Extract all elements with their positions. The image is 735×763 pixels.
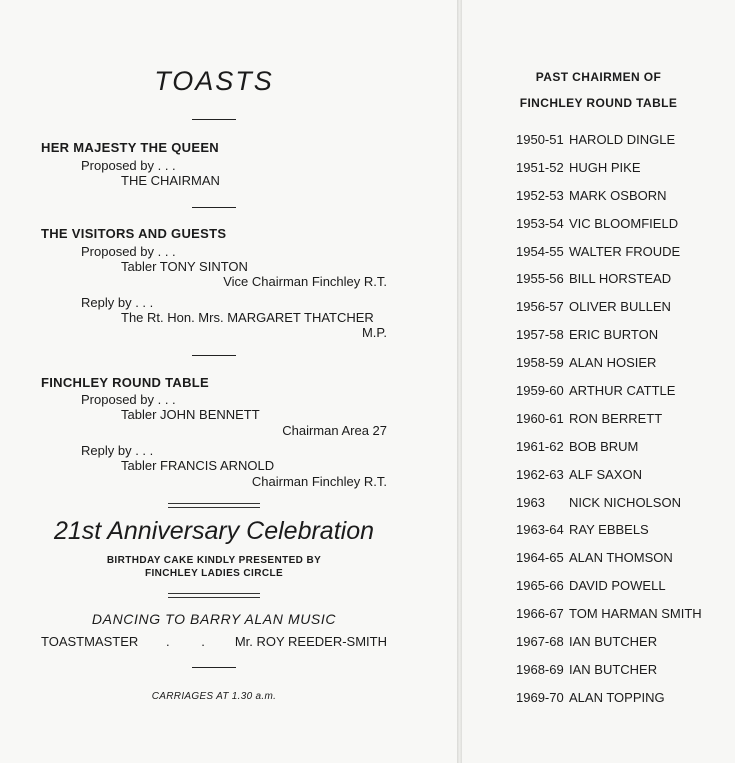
list-item [516,634,702,662]
proposer-role: Chairman Area 27 [282,423,387,438]
proposer-name: Tabler JOHN BENNETT [121,407,260,422]
list-item [516,160,702,188]
right-panel [462,0,735,763]
chairman-year: 1952-53 [516,187,564,203]
chairman-year: 1950-51 [516,132,564,147]
chairman-year: 1969-70 [516,689,564,705]
proposer-name: Tabler TONY SINTON [121,259,248,274]
chairman-name: ARTHUR CATTLE [569,383,676,399]
toast-heading-queen: HER MAJESTY THE QUEEN [41,140,219,155]
toastmaster-dots: . . [166,634,219,649]
chairman-year: 1963 [516,494,545,510]
double-divider [168,593,260,598]
chairman-year: 1958-59 [516,355,564,371]
past-chairmen-heading-1: PAST CHAIRMEN OF [535,70,662,84]
list-item [516,439,702,467]
reply-by-label: Reply by . . . [81,443,154,458]
list-item [516,355,702,383]
chairman-year: 1953-54 [516,215,564,231]
list-item [516,662,702,690]
chairman-name: ALAN THOMSON [569,550,673,566]
chairmen-list [516,132,702,718]
list-item [516,522,702,550]
cake-line-1: BIRTHDAY CAKE KINDLY PRESENTED BY [106,555,322,566]
chairman-name: DAVID POWELL [569,578,666,594]
toastmaster-name: Mr. ROY REEDER-SMITH [234,634,387,649]
chairman-name: ALF SAXON [569,466,642,482]
list-item [516,550,702,578]
replier-role: Chairman Finchley R.T. [251,474,387,489]
toast-heading-visitors: THE VISITORS AND GUESTS [41,226,227,241]
list-item [516,606,702,634]
chairman-year: 1956-57 [516,299,564,315]
cake-line-2: FINCHLEY LADIES CIRCLE [144,568,284,579]
chairman-year: 1962-63 [516,466,564,482]
list-item [516,495,702,523]
chairman-year: 1967-68 [516,634,564,650]
toasts-title: TOASTS [154,66,274,96]
anniversary-title: 21st Anniversary Celebration [53,517,375,545]
chairman-name: IAN BUTCHER [569,634,658,650]
list-item [516,578,702,606]
chairman-name: BILL HORSTEAD [569,271,672,287]
chairman-year: 1968-69 [516,661,564,677]
list-item [516,467,702,495]
chairman-year: 1964-65 [516,550,564,566]
proposed-by-label: Proposed by . . . [81,392,176,407]
proposer-role: Vice Chairman Finchley R.T. [223,274,387,289]
carriages-line: CARRIAGES AT 1.30 a.m. [151,691,277,702]
list-item [516,216,702,244]
list-item [516,244,702,272]
chairman-year: 1965-66 [516,578,564,594]
proposed-by-label: Proposed by . . . [81,244,176,259]
list-item [516,383,702,411]
reply-by-label: Reply by . . . [81,295,154,310]
chairman-name: TOM HARMAN SMITH [569,606,702,622]
chairman-name: ALAN HOSIER [569,355,657,371]
chairman-name: RON BERRETT [569,410,663,426]
chairman-name: OLIVER BULLEN [569,299,671,315]
chairman-year: 1954-55 [516,243,564,259]
list-item [516,188,702,216]
chairman-name: VIC BLOOMFIELD [569,215,679,231]
double-divider [168,503,260,508]
list-item [516,327,702,355]
toast-heading-round-table: FINCHLEY ROUND TABLE [41,375,210,390]
replier-name: Tabler FRANCIS ARNOLD [121,458,275,473]
chairman-name: ERIC BURTON [569,327,659,343]
chairman-name: RAY EBBELS [569,522,649,538]
chairman-year: 1963-64 [516,522,564,538]
replier-name: The Rt. Hon. Mrs. MARGARET THATCHER [121,310,374,325]
chairman-year: 1957-58 [516,327,564,343]
chairman-name: MARK OSBORN [569,187,667,203]
list-item [516,299,702,327]
list-item [516,132,702,160]
list-item [516,690,702,718]
chairman-year: 1951-52 [516,159,564,175]
divider [192,119,236,120]
proposer-name: THE CHAIRMAN [121,173,220,188]
chairman-name: HUGH PIKE [569,159,641,175]
chairman-name: HAROLD DINGLE [569,132,676,147]
chairman-name: WALTER FROUDE [569,243,681,259]
chairman-year: 1961-62 [516,438,564,454]
replier-role: M.P. [361,325,387,340]
chairman-name: ALAN TOPPING [569,689,665,705]
list-item [516,271,702,299]
chairman-year: 1959-60 [516,383,564,399]
chairman-year: 1955-56 [516,271,564,287]
list-item [516,411,702,439]
past-chairmen-heading-2: FINCHLEY ROUND TABLE [519,96,678,110]
divider [192,667,236,668]
divider [192,355,236,356]
dancing-line: DANCING TO BARRY ALAN MUSIC [91,611,337,627]
chairman-year: 1960-61 [516,410,564,426]
divider [192,207,236,208]
chairman-name: BOB BRUM [569,438,639,454]
chairman-year: 1966-67 [516,606,564,622]
chairman-name: NICK NICHOLSON [569,494,681,510]
proposed-by-label: Proposed by . . . [81,158,176,173]
toastmaster-label: TOASTMASTER [41,634,139,649]
chairman-name: IAN BUTCHER [569,661,658,677]
